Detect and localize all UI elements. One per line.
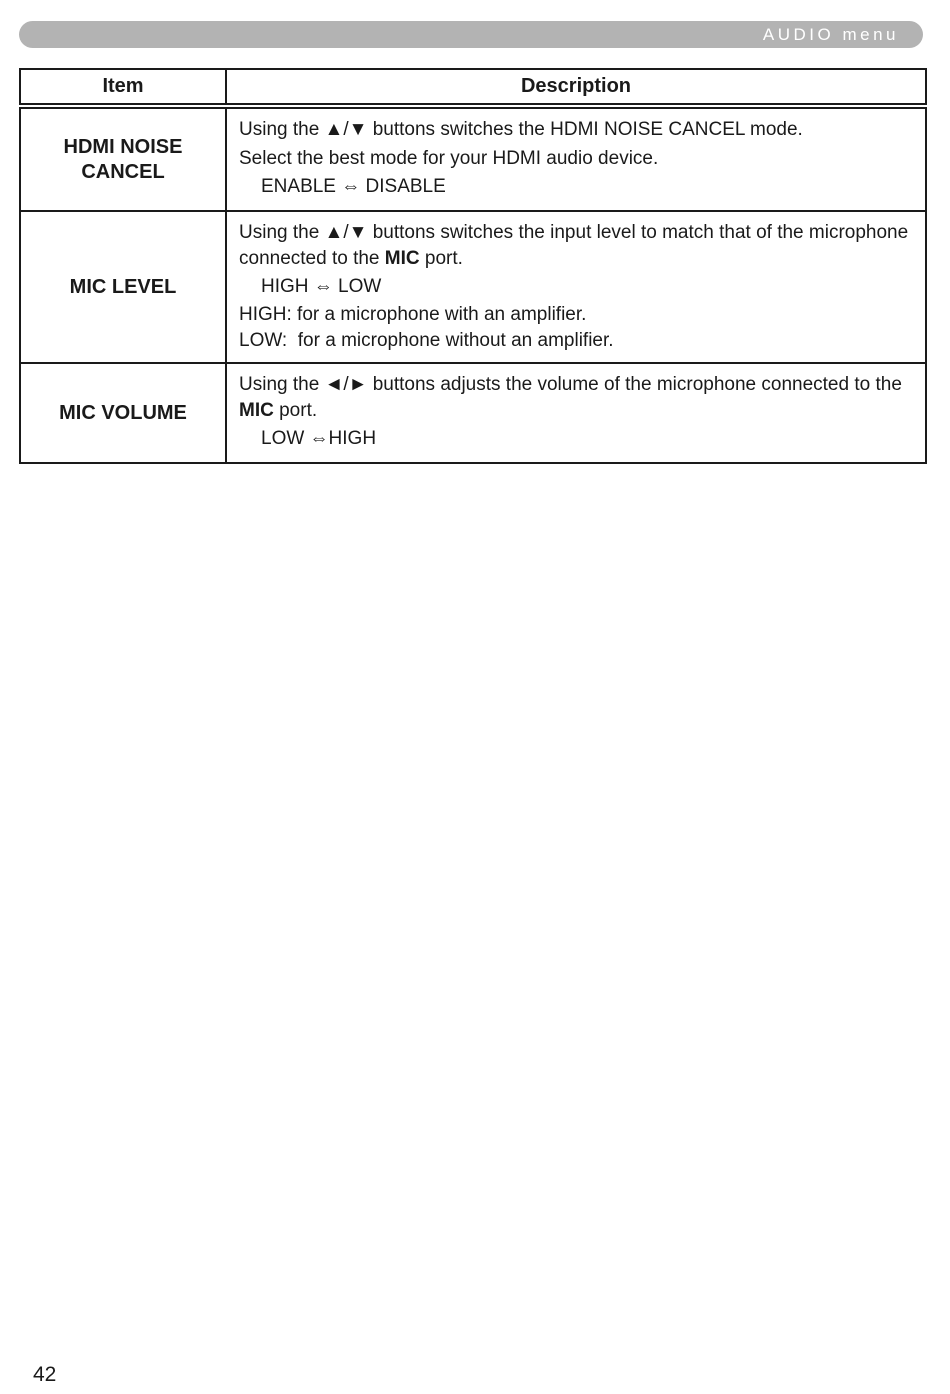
item-label-mic-volume: MIC VOLUME [20,363,226,463]
option-values: ENABLE ⇔ DISABLE [261,176,446,197]
table-row-hdmi-noise-cancel [20,106,926,211]
option-values: LOW ⇔HIGH [261,428,377,449]
section-title: AUDIO menu [762,24,899,44]
note-low: LOW: for a microphone without an amplifier. [239,330,614,351]
column-header-item: Item [20,69,226,106]
description-cell-hdmi-noise-cancel [226,106,926,211]
description-text [239,372,915,424]
description-text: Using the ▲/▼ buttons switches the HDMI NOISE CANCEL mode. [239,119,803,140]
option-values: HIGH ⇔ LOW [261,276,382,297]
table-header-row [20,69,926,106]
description-text: Select the best mode for your HDMI audio device. [239,148,659,169]
description-text-segment: Using the ◄/► buttons adjusts the volume of the microphone connected to the [239,374,908,395]
description-cell-mic-level [226,211,926,363]
item-label-line: HDMI NOISE [63,135,183,158]
description-text-segment: Using the ▲/▼ buttons switches the input level to match that of the microphone connected to the [239,222,914,269]
item-label-hdmi-noise-cancel [20,106,226,211]
description-text [239,220,915,272]
table-row-mic-volume [20,363,926,463]
section-header-bar [19,21,923,48]
item-label-line: CANCEL [81,160,165,183]
audio-menu-table [19,68,927,464]
note-high: HIGH: for a microphone with an amplifier. [239,304,587,325]
port-name-bold: MIC [239,400,274,421]
column-header-description: Description [226,69,926,106]
page-number: 42 [33,1363,57,1386]
table-row-mic-level [20,211,926,363]
description-text-segment: port. [273,400,318,421]
description-cell-mic-volume [226,363,926,463]
item-label-mic-level: MIC LEVEL [20,211,226,363]
port-name-bold: MIC [384,248,420,269]
description-text-segment: port. [419,248,463,269]
